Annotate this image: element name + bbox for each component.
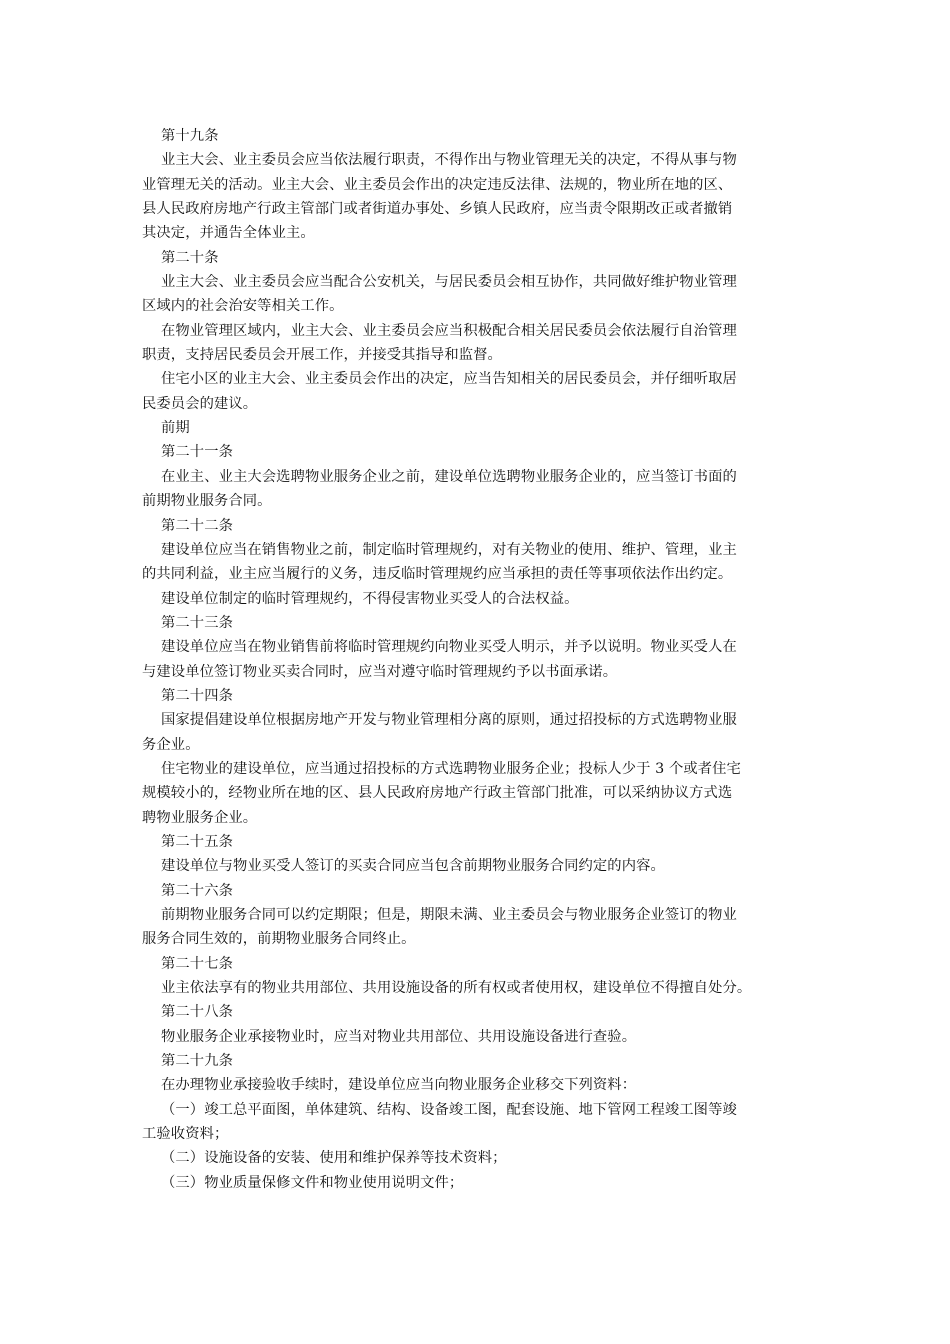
paragraph-continuation-line: 职责，支持居民委员会开展工作，并接受其指导和监督。 (142, 347, 502, 364)
paragraph-continuation-line: 与建设单位签订物业买卖合同时，应当对遵守临时管理规约予以书面承诺。 (142, 663, 618, 680)
paragraph-line: 国家提倡建设单位根据房地产开发与物业管理相分离的原则，通过招投标的方式选聘物业服 (161, 712, 737, 729)
article-heading: 第二十二条 (161, 517, 233, 534)
paragraph-line: 业主大会、业主委员会应当依法履行职责，不得作出与物业管理无关的决定，不得从事与物 (161, 152, 737, 169)
paragraph-line: 在业主、业主大会选聘物业服务企业之前，建设单位选聘物业服务企业的，应当签订书面的 (161, 468, 737, 485)
article-heading: 第二十六条 (161, 882, 233, 899)
paragraph-line: 住宅物业的建设单位，应当通过招投标的方式选聘物业服务企业；投标人少于 3 个或者住宅 (161, 760, 741, 777)
paragraph-continuation-line: 聘物业服务企业。 (142, 809, 258, 826)
paragraph-line: 在办理物业承接验收手续时，建设单位应当向物业服务企业移交下列资料： (161, 1077, 637, 1094)
paragraph-line: 建设单位与物业买受人签订的买卖合同应当包含前期物业服务合同约定的内容。 (161, 858, 665, 875)
article-heading: 前期 (161, 420, 190, 437)
article-heading: 第二十三条 (161, 614, 233, 631)
list-item-line: （三）物业质量保修文件和物业使用说明文件； (161, 1174, 464, 1191)
paragraph-continuation-line: 服务合同生效的，前期物业服务合同终止。 (142, 931, 416, 948)
paragraph-line: 住宅小区的业主大会、业主委员会作出的决定，应当告知相关的居民委员会，并仔细听取居 (161, 371, 737, 388)
paragraph-line: 建设单位制定的临时管理规约，不得侵害物业买受人的合法权益。 (161, 590, 579, 607)
article-heading: 第二十一条 (161, 444, 233, 461)
paragraph-continuation-line: 规模较小的，经物业所在地的区、县人民政府房地产行政主管部门批准，可以采纳协议方式选 (142, 785, 733, 802)
paragraph-line: 在物业管理区域内，业主大会、业主委员会应当积极配合相关居民委员会依法履行自治管理 (161, 322, 737, 339)
paragraph-continuation-line: 民委员会的建议。 (142, 395, 258, 412)
article-heading: 第二十九条 (161, 1053, 233, 1070)
article-heading: 第二十七条 (161, 955, 233, 972)
article-heading: 第二十条 (161, 249, 219, 266)
paragraph-line: 建设单位应当在物业销售前将临时管理规约向物业买受人明示，并予以说明。物业买受人在 (161, 639, 737, 656)
paragraph-continuation-line: 其决定，并通告全体业主。 (142, 225, 315, 242)
paragraph-continuation-line: 的共同利益，业主应当履行的义务，违反临时管理规约应当承担的责任等事项依法作出约定。 (142, 566, 733, 583)
paragraph-continuation-line: 前期物业服务合同。 (142, 493, 272, 510)
list-item-line: （一）竣工总平面图，单体建筑、结构、设备竣工图，配套设施、地下管网工程竣工图等竣 (161, 1101, 737, 1118)
paragraph-line: 业主大会、业主委员会应当配合公安机关，与居民委员会相互协作，共同做好维护物业管理 (161, 274, 737, 291)
paragraph-continuation-line: 业管理无关的活动。业主大会、业主委员会作出的决定违反法律、法规的，物业所在地的区、 (142, 176, 733, 193)
paragraph-continuation-line: 务企业。 (142, 736, 200, 753)
article-heading: 第十九条 (161, 128, 219, 144)
list-item-line: （二）设施设备的安装、使用和维护保养等技术资料； (161, 1150, 507, 1167)
paragraph-line: 前期物业服务合同可以约定期限；但是，期限未满、业主委员会与物业服务企业签订的物业 (161, 907, 737, 923)
article-heading: 第二十五条 (161, 833, 233, 850)
paragraph-line: 物业服务企业承接物业时，应当对物业共用部位、共用设施设备进行查验。 (161, 1028, 637, 1045)
article-heading: 第二十八条 (161, 1004, 233, 1021)
paragraph-continuation-line: 区域内的社会治安等相关工作。 (142, 298, 344, 315)
paragraph-line: 业主依法享有的物业共用部位、共用设施设备的所有权或者使用权，建设单位不得擅自处分。 (161, 980, 752, 997)
document-body (142, 124, 810, 1195)
article-heading: 第二十四条 (161, 687, 233, 704)
paragraph-continuation-line: 县人民政府房地产行政主管部门或者街道办事处、乡镇人民政府，应当责令限期改正或者撤销 (142, 201, 733, 218)
paragraph-line: 建设单位应当在销售物业之前，制定临时管理规约，对有关物业的使用、维护、管理，业主 (161, 541, 737, 558)
paragraph-continuation-line: 工验收资料； (142, 1126, 229, 1143)
